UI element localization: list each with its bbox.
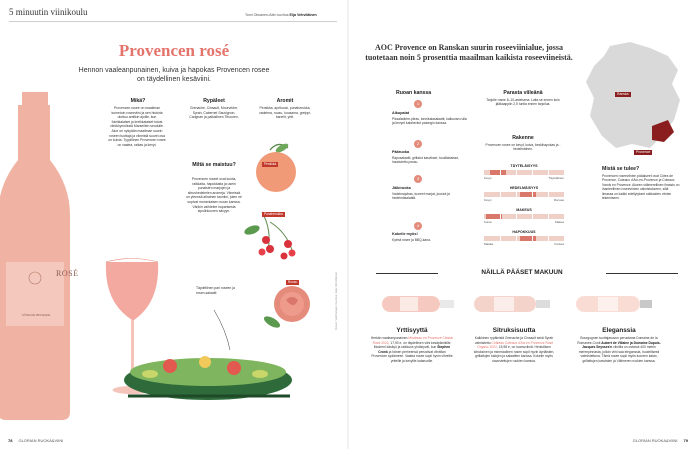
label-rose: Ruusu: [288, 280, 298, 284]
scale-tick: [548, 236, 549, 241]
map-label-provence: Provence: [636, 150, 651, 154]
scale-label: MAKEUS: [516, 208, 532, 212]
step-number: 1: [414, 100, 422, 108]
scale-tick: [532, 170, 533, 175]
aoc-intro: AOC Provence on Ranskan suurin roseeviinialue, jossa tuotetaan noin 5 prosenttia maailman kaikista roseeviineistä.: [365, 43, 573, 62]
scale-min-label: Matala: [484, 242, 494, 246]
rose-illustration: [262, 286, 310, 330]
picks-rule-left: [376, 273, 438, 274]
step-body: Pissaladière-piiras, tonnikalasalaatti, kalkunan-rulla ja kevyet kalaherkut patongin kanssa.: [392, 117, 467, 126]
step-body: Kylmä rosee ja BBQ-kana.: [392, 238, 431, 242]
scale-tick: [500, 170, 501, 175]
scale-tick: [548, 214, 549, 219]
origin-body: Provencen roseeviinien pääalueet ovat Côtes de Provence, Coteaux d'Aix-en-Provence ja Coteaux Varois en Provence. Alueen välimerellinen ilmasto on ihanteellinen roseeviinien valmistukseen, sillä ilmassa on kaikki edellytykset raikkaiden viinien tekemiseen.: [602, 174, 680, 201]
step-body: Vadelmapiiras, tuoreet marjat, juustot ja hedelmäsalaatti.: [392, 192, 450, 201]
step-number: 3: [414, 175, 422, 183]
step-body: Rapusalaatti, grillatut kasvikset, bouillabaisse, haudutettu possu.: [392, 156, 460, 165]
scale-tick: [500, 236, 501, 241]
column-heading-grapes: Rypäleet: [203, 98, 225, 104]
bottle-pick-1: [382, 296, 454, 312]
serving-body: Tarjoile rosee 8–10-asteisena. Laita se ennen kuin jääkaappiin 2,5 tuntia ennen tarjoilua.: [486, 98, 560, 107]
scale-max-label: Korkea: [554, 242, 564, 246]
label-peach: Persikka: [264, 162, 277, 166]
scale-tick: [516, 214, 517, 219]
scale-label: HEDELMÄISYYS: [509, 186, 539, 190]
pick-body: Kalkkinen rypäleistä Grenache ja Cinsault sekä Syrah valmistettu Château Coteaux d'Aix en Provence Rosé Organic 2022, 15,98 e, on luomuviiniä. Herkullisen sitruksinen ja mineraalinen rosee sopii hyvin äyriäisten, grillattujen kalojen ja salaattien kanssa. Kokeile myös savustettujen ruokien kanssa.: [473, 336, 555, 363]
right-page: [348, 0, 696, 449]
scale-max-label: Täyteläinen: [548, 176, 564, 180]
scale-tick: [548, 170, 549, 175]
scale-min-label: Kevyt: [484, 176, 492, 180]
section-rubric: 5 minuutin viinikoulu: [9, 7, 88, 17]
step-number: 4: [414, 222, 422, 230]
column-body-what: Provencen rosee on maailman tunnetuin roseeviini ja sen historia ulottuu antiikin ajoille, kun foinikialaiset ja kreikkalaiset toivat viiniköynnöksiä Marseillen seudulle. Alue on nykyään maailman suurin roseen tuottaja ja viineistä suurin osa on kuivia. Tyypillinen Provencen rosee on vaalea, raikas ja kevyt.: [108, 106, 166, 147]
image-credit: Kuvat: Valmistajat, Kuvitus: Eija Vehviläinen: [334, 271, 338, 330]
scale-value-mark: [520, 192, 536, 197]
article-title: Provencen rosé: [118, 41, 230, 60]
step-title: Alkupalat: [392, 111, 410, 115]
origin-heading: Mistä se tulee?: [602, 166, 640, 172]
scale-tick: [532, 192, 533, 197]
pairing-note: Täydellinen pari roseen ja rosen-salaatti: [196, 286, 235, 295]
scale-tick: [516, 170, 517, 175]
step-number: 2: [414, 140, 422, 148]
label-redcurrant: Punaherukka: [264, 212, 283, 216]
picks-rule-right: [606, 273, 678, 274]
structure-heading: Rakenne: [512, 135, 534, 141]
pick-title: Yrttisyyttä: [396, 327, 428, 334]
scale-tick: [500, 214, 501, 219]
structure-intro: Provencen rosee on kevyt, kuiva, keskihapokas ja -hedelmäinen.: [485, 143, 561, 152]
scale-tick: [532, 214, 533, 219]
bottle-sub-label: CÔTES DE PROVENCE: [21, 314, 51, 317]
pairing-heading: Ruoan kanssa: [396, 90, 432, 96]
bottle-pick-3: [576, 296, 652, 312]
wine-bottle-illustration: [0, 92, 70, 420]
column-heading-taste: Miltä se maistuu?: [192, 162, 236, 168]
byline: Tomi Oksanen-Alén kuvitus Eija Vehviläinen: [245, 13, 317, 17]
picks-heading: NÄILLÄ PÄÄSET MAKUUN: [438, 269, 606, 276]
column-body-taste: Provencen roseet ovat kuivia, raikkaita, hapokkaita ja usein punaisten marjojen ja sitrushedelmien aromeja. Viineissä on yleensä alhainen tanniini, joten ne sopivat monenlaisen ruoan kanssa. Värikin vaihtelee kuparisesta sipulinkuoren sävyyn.: [186, 177, 242, 214]
step-title: Jälkiruoka: [392, 186, 411, 190]
scale-tick: [500, 192, 501, 197]
pick-body: Herkän vaaleanpunainen Mirabeau en Provence Classic Rosé 2022, 17,90 e, on täydellinen viini kesäpiknikille. Moderni käsityö ja raikkuus yhdistyvät, kun Stephen Cronk ja hänen perheensä perustivat viinitilan Provencen sydämeen. Vaalea rosee sopii hyvin vihreille yrtteille ja kevyille kalaruoille.: [370, 336, 454, 363]
scale-label: HAPOKKUUS: [512, 230, 536, 234]
right-folio: GLORIAN RUOKA&VIINI 79: [632, 438, 688, 443]
pick-title: Sitruksisuutta: [492, 327, 536, 334]
scale-min-label: Kevyt: [484, 198, 492, 202]
bottle-pick-2: [474, 296, 550, 312]
scale-max-label: Runsas: [553, 198, 564, 202]
scale-tick: [516, 236, 517, 241]
step-title: Kokeile myös!: [392, 232, 418, 236]
map-label-france: Ranska: [617, 92, 629, 96]
note-arrow: [214, 310, 230, 350]
left-folio: 78 GLORIAN RUOKA&VIINI: [8, 438, 64, 443]
scale-label: TÄYTELÄISYYS: [510, 164, 538, 168]
scale-tick: [548, 192, 549, 197]
column-body-grapes: Grenache, Cinsault, Mourvèdre, Syrah, Cabernet Sauvignon, Carignan ja paikallinen Tibouren.: [189, 106, 239, 120]
scale-value-mark: [490, 170, 506, 175]
serving-heading: Parasta viileänä: [503, 90, 543, 96]
column-heading-what: Mikä?: [130, 98, 146, 104]
salad-illustration: [124, 356, 292, 400]
france-map: [580, 40, 688, 158]
scale-max-label: Makea: [554, 220, 564, 224]
pick-title: Eleganssia: [602, 327, 636, 334]
bottles-row: [348, 288, 696, 324]
article-lede: Hennon vaaleanpunainen, kuiva ja hapokas Provencen rosee on täydellinen kesäviini.: [78, 67, 270, 83]
column-heading-aromas: Aromit: [276, 98, 294, 104]
redcurrant-illustration: [243, 212, 295, 260]
scale-tick: [516, 192, 517, 197]
scale-min-label: Kuiva: [484, 220, 492, 224]
scale-value-mark: [520, 236, 536, 241]
bottle-brand-label: ROSÉ: [56, 269, 79, 278]
pick-body: Bourgognen tuottajasuvun perustama Domaine de la Romanée-Conti Aubert de Villaine ja Domaine Dupuis-Jacques Seysses'n viinitila on ostanut 400 metrin merenpinnasta, jolloin viini saa eleganssia, huolellisesti valmistettuna. Tämä rosee sopii myös tuoreen kalan, grillattujen kasvisten ja Välimeren ruokien kanssa.: [577, 336, 661, 363]
column-body-aromas: Persikka, aprikoosi, punaherukka, vadelma, ruusu, kuusama, greippi, kanelit, yrtit.: [259, 106, 311, 120]
step-title: Pääruoka: [392, 150, 410, 154]
scale-tick: [532, 236, 533, 241]
